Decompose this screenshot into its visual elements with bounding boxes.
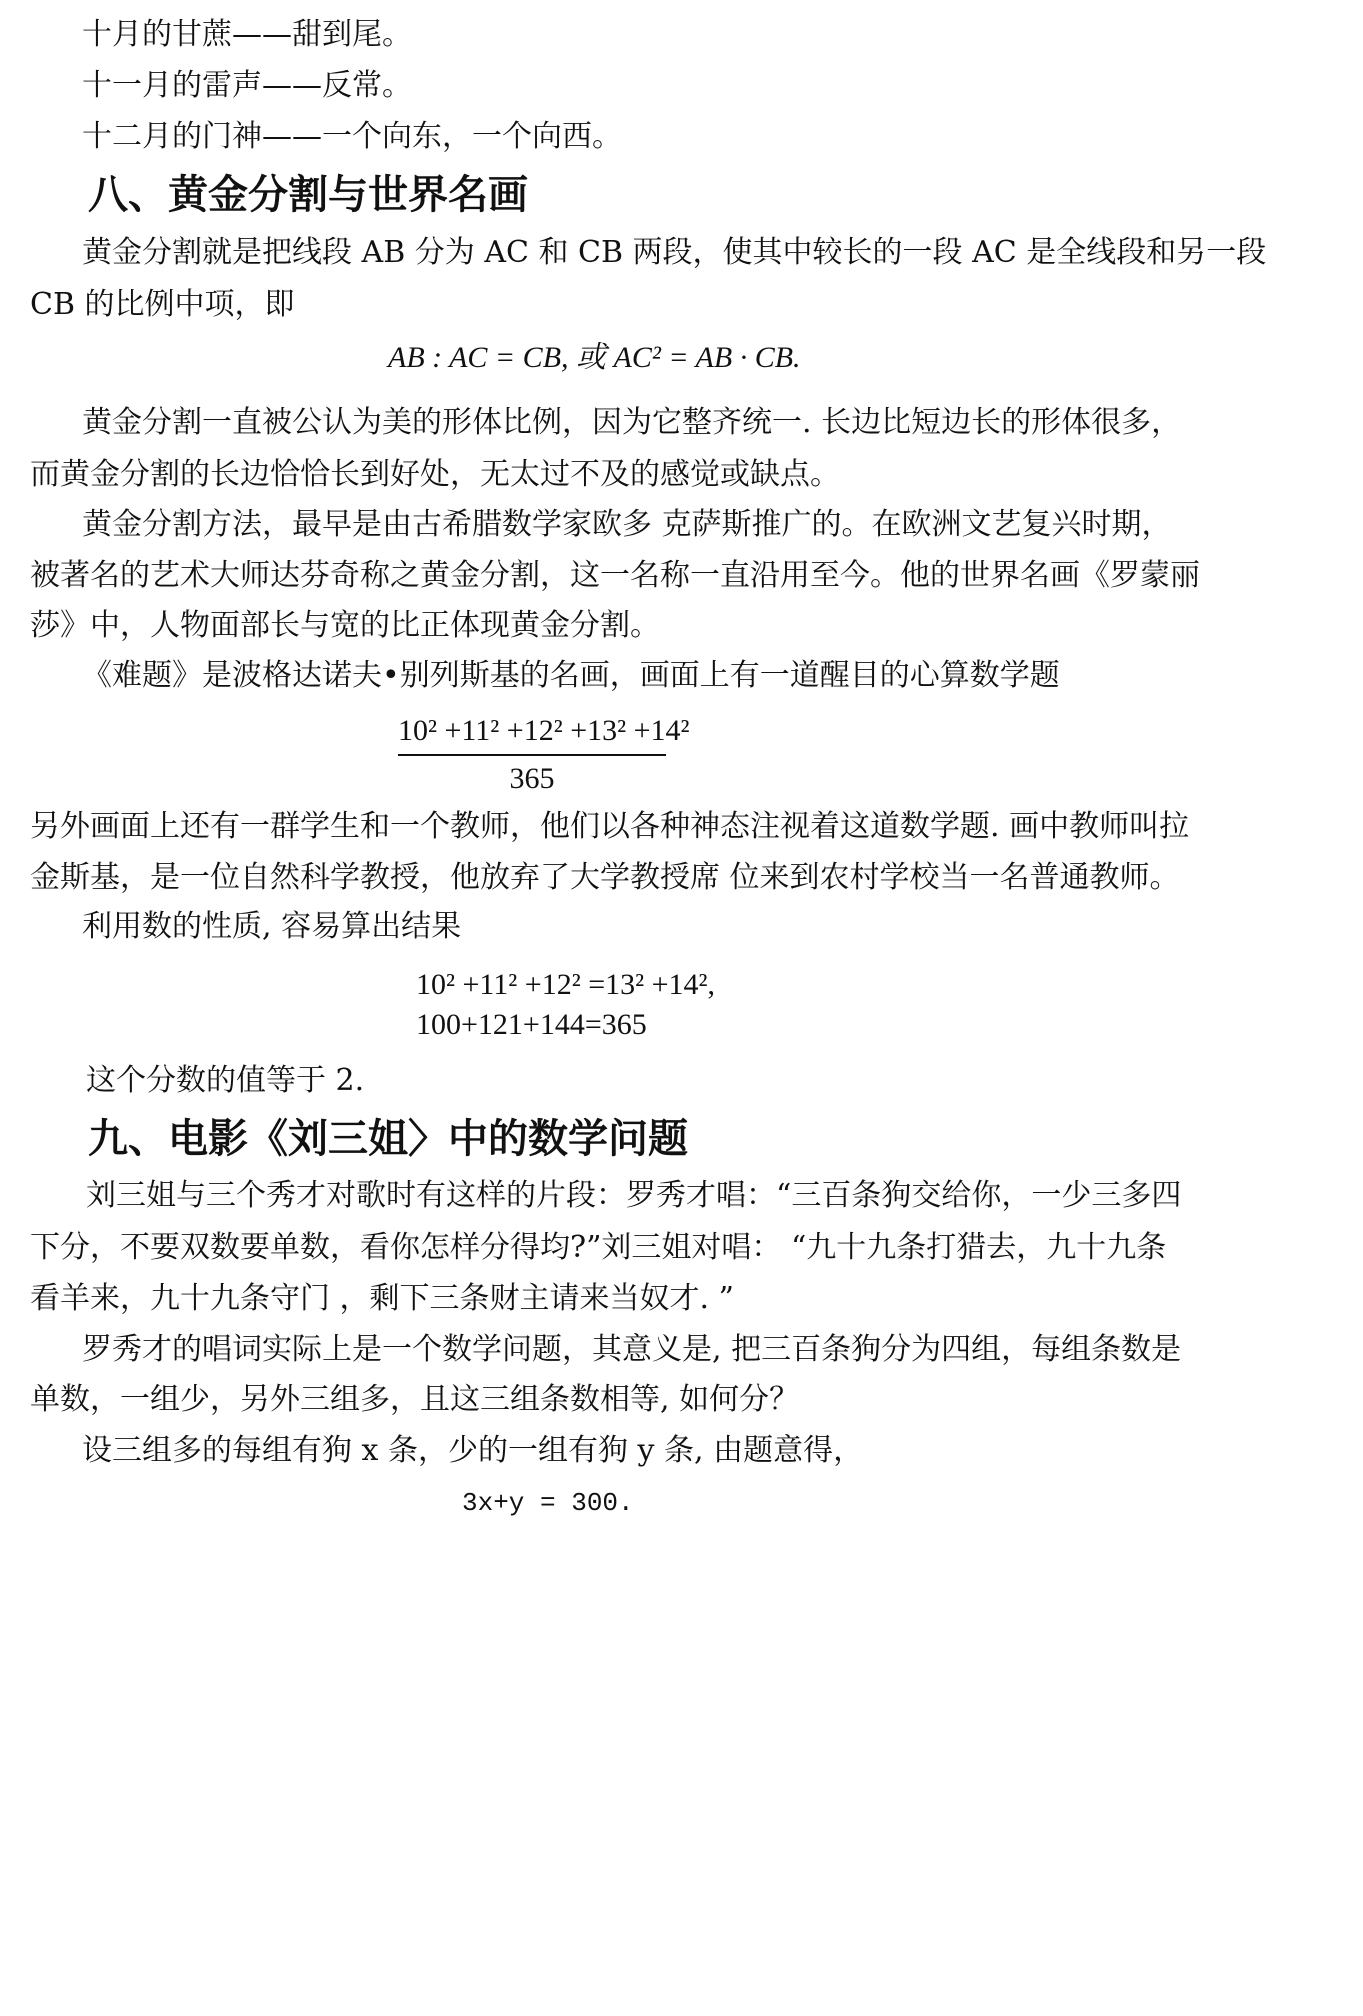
proverb-line-october: 十月的甘蔗——甜到尾。	[82, 17, 412, 52]
section-8-paragraph-5-line-1: 另外画面上还有一群学生和一个教师，他们以各种神态注视着这道数学题. 画中教师叫拉	[30, 809, 1190, 844]
section-9-paragraph-3: 设三组多的每组有狗 x 条，少的一组有狗 y 条, 由题意得，	[82, 1433, 864, 1468]
section-8-paragraph-6: 利用数的性质, 容易算出结果	[82, 909, 462, 944]
section-8-paragraph-5-line-2: 金斯基，是一位自然科学教授，他放弃了大学教授席 位来到农村学校当一名普通教师。	[30, 860, 1180, 895]
section-9-paragraph-2-line-1: 罗秀才的唱词实际上是一个数学问题，其意义是, 把三百条狗分为四组，每组条数是	[82, 1332, 1182, 1367]
fraction-bar	[398, 754, 666, 756]
section-8-paragraph-1-line-1: 黄金分割就是把线段 AB 分为 AC 和 CB 两段，使其中较长的一段 AC 是全线段和另一段	[82, 235, 1267, 270]
sum-of-squares-equation: 10² +11² +12² =13² +14²,	[416, 968, 716, 1001]
section-8-paragraph-7: 这个分数的值等于 2.	[86, 1063, 365, 1098]
section-8-paragraph-3-line-2: 被著名的艺术大师达芬奇称之黄金分割，这一名称一直沿用至今。他的世界名画《罗蒙丽	[30, 558, 1200, 593]
section-9-paragraph-1-line-1: 刘三姐与三个秀才对歌时有这样的片段：罗秀才唱：“三百条狗交给你，一少三多四	[86, 1178, 1182, 1213]
section-8-paragraph-2-line-1: 黄金分割一直被公认为美的形体比例，因为它整齐统一. 长边比短边长的形体很多，	[82, 405, 1182, 440]
proverb-line-december: 十二月的门神——一个向东，一个向西。	[82, 119, 622, 154]
section-8-paragraph-4: 《难题》是波格达诺夫•别列斯基的名画，画面上有一道醒目的心算数学题	[82, 658, 1060, 693]
section-8-paragraph-1-line-2: CB 的比例中项，即	[30, 287, 295, 322]
section-9-paragraph-1-line-3: 看羊来，九十九条守门 ，剩下三条财主请来当奴才. ”	[30, 1281, 734, 1316]
fraction-numerator: 10² +11² +12² +13² +14²	[398, 714, 690, 747]
dogs-equation: 3x+y = 300.	[462, 1488, 634, 1518]
section-8-heading: 八、黄金分割与世界名画	[88, 172, 528, 218]
painting-fraction	[398, 714, 690, 795]
section-9-paragraph-1-line-2: 下分，不要双数要单数，看你怎样分得均?”刘三姐对唱： “九十九条打猎去，九十九条	[30, 1230, 1167, 1265]
proverb-line-november: 十一月的雷声——反常。	[82, 68, 412, 103]
section-9-heading: 九、电影《刘三姐〉中的数学问题	[88, 1116, 688, 1162]
section-8-paragraph-3-line-3: 莎》中，人物面部长与宽的比正体现黄金分割。	[30, 608, 660, 643]
section-9-paragraph-2-line-2: 单数，一组少，另外三组多，且这三组条数相等, 如何分？	[30, 1382, 800, 1417]
fraction-denominator: 365	[509, 762, 555, 795]
golden-ratio-formula: AB : AC = CB, 或 AC² = AB · CB.	[388, 341, 801, 374]
sum-equation: 100+121+144=365	[416, 1008, 647, 1041]
section-8-paragraph-3-line-1: 黄金分割方法，最早是由古希腊数学家欧多 克萨斯推广的。在欧洲文艺复兴时期，	[82, 507, 1172, 542]
section-8-paragraph-2-line-2: 而黄金分割的长边恰恰长到好处，无太过不及的感觉或缺点。	[30, 457, 840, 492]
